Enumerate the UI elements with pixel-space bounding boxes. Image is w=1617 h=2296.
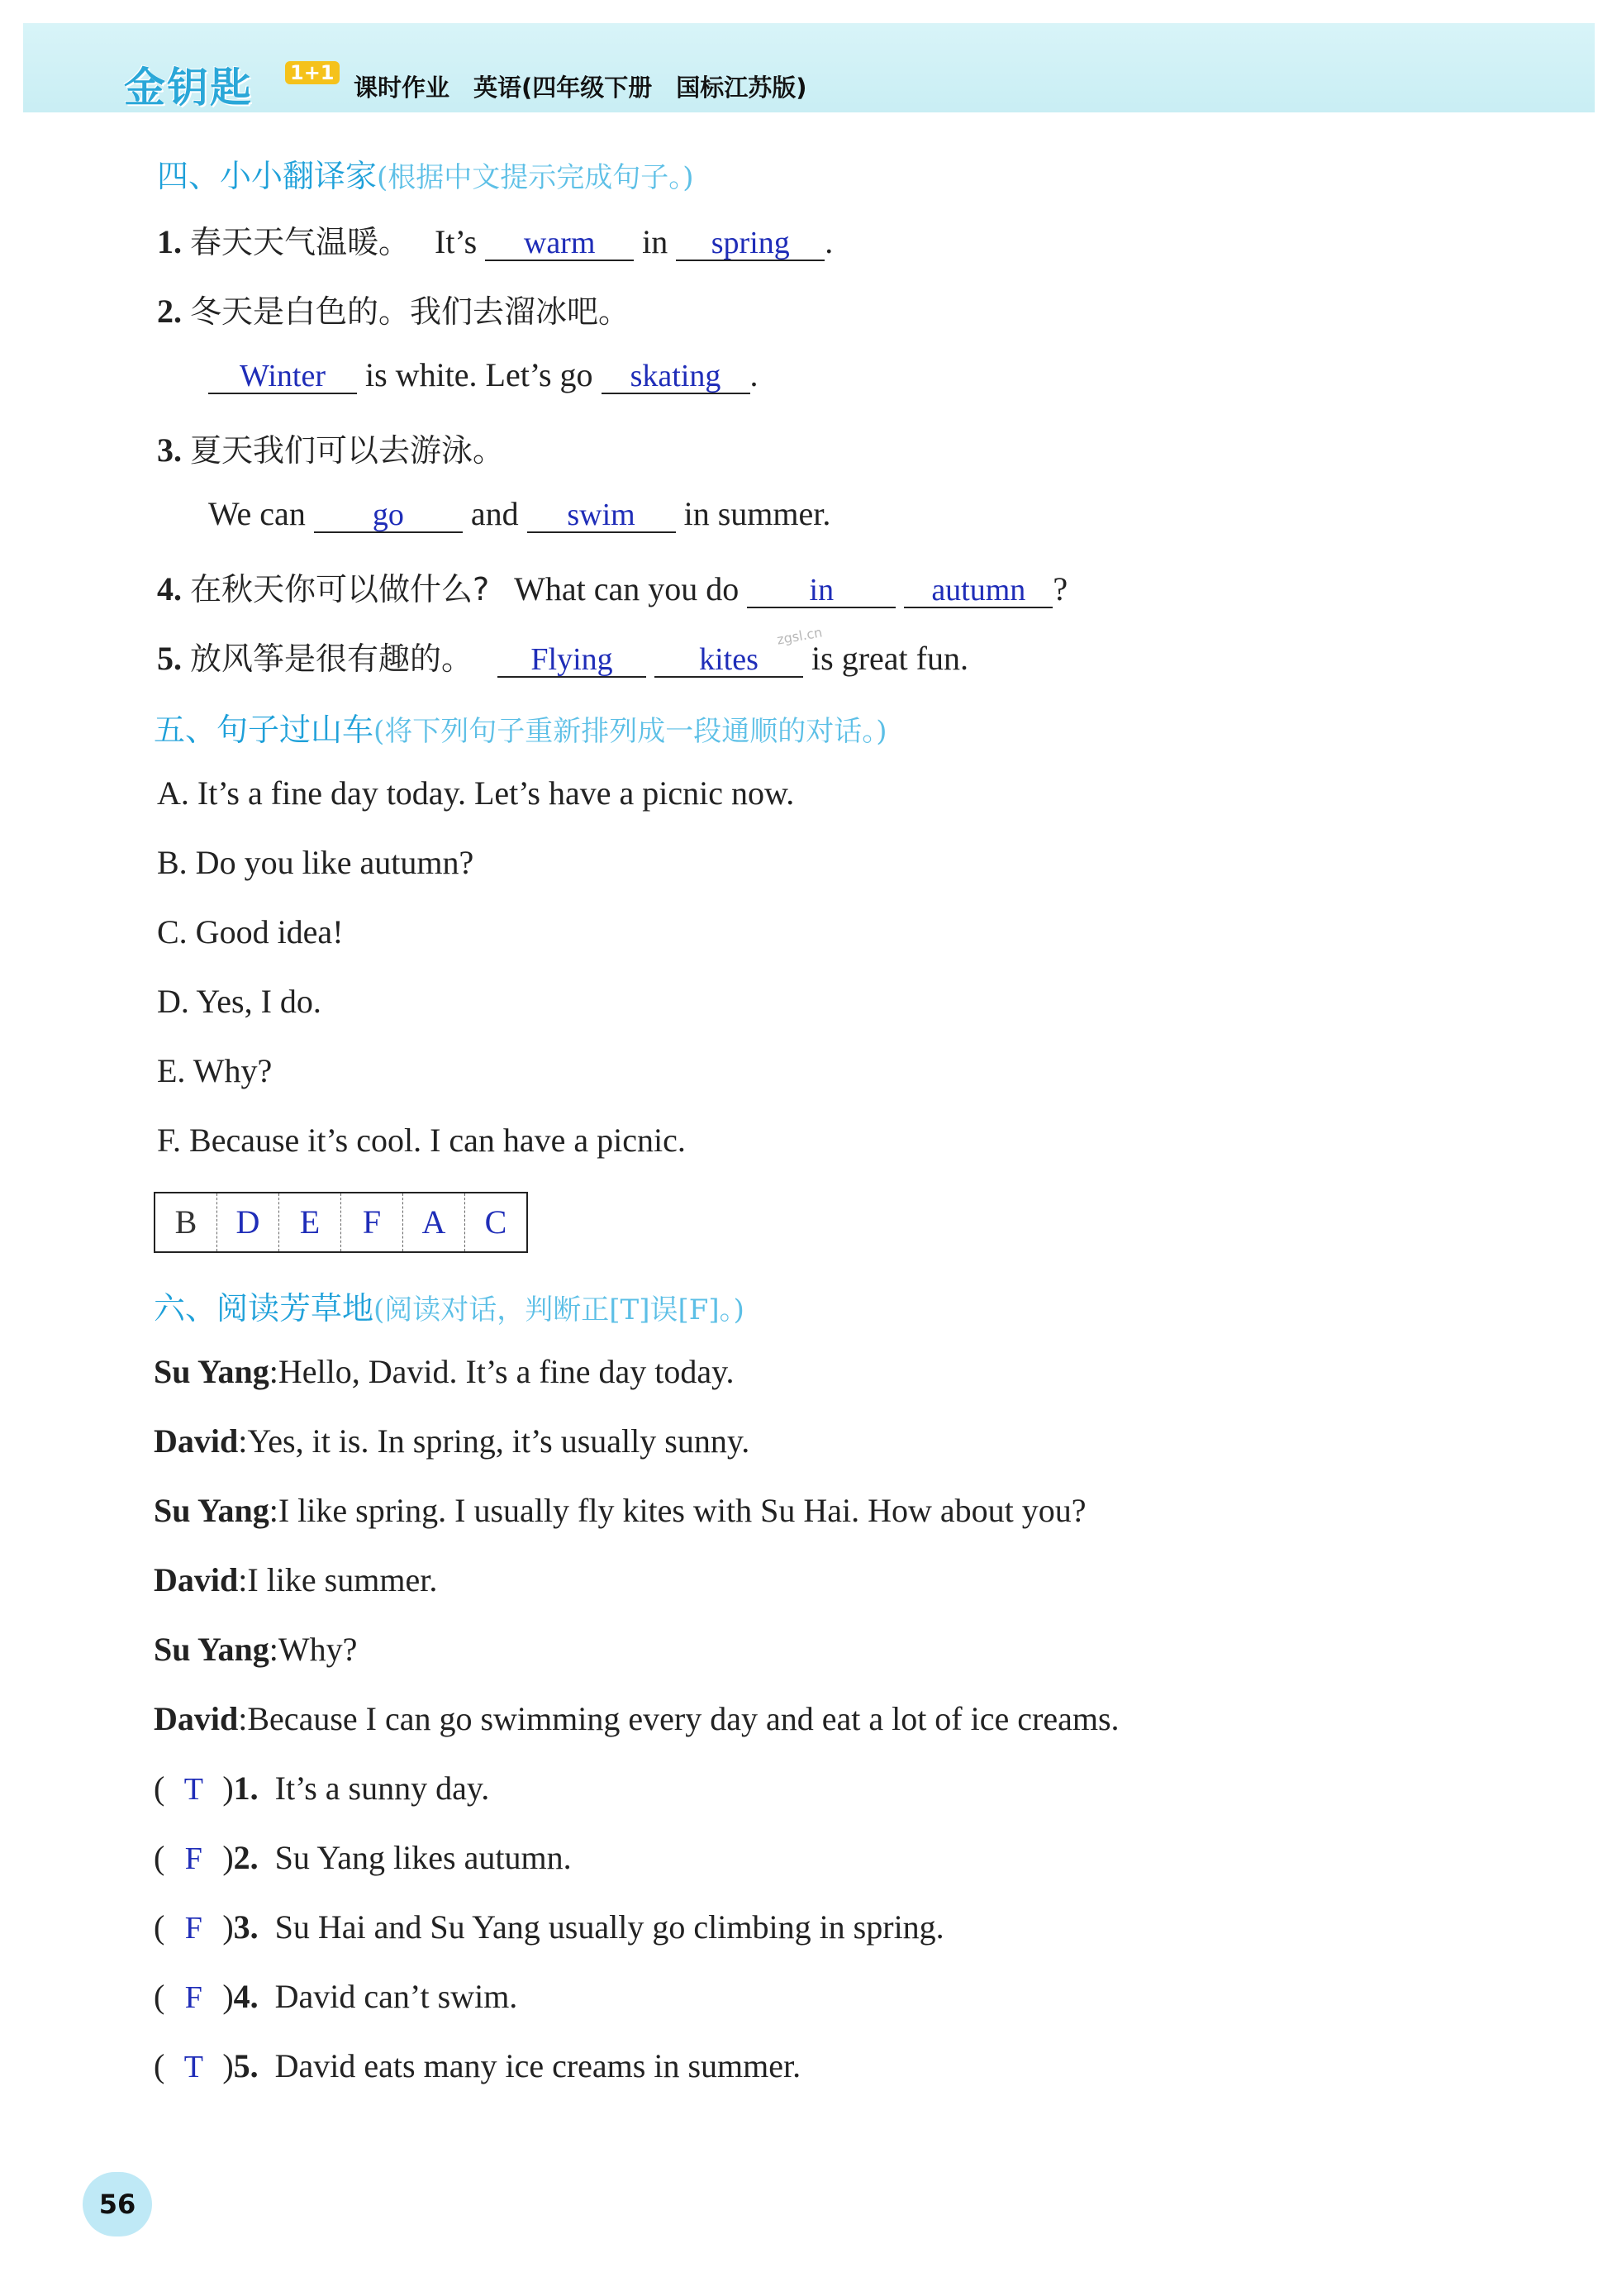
q1-number: 1.: [157, 223, 182, 260]
dialogue-text: I like summer.: [247, 1561, 438, 1598]
order-cell: A: [403, 1193, 465, 1251]
q2-text-1: is white. Let’s go: [365, 356, 593, 393]
q5-answer-1: Flying: [497, 643, 646, 678]
section-4-hint: (根据中文提示完成句子。): [377, 161, 694, 194]
q4-answer-1: in: [747, 574, 896, 608]
sentence-e: E. Why?: [157, 1052, 273, 1089]
q2-chinese: 冬天是白色的。我们去溜冰吧。: [190, 293, 630, 330]
q3-text-2: and: [470, 495, 519, 532]
q3-row: [157, 425, 504, 470]
judgement-item: ( T )1. It’s a sunny day.: [154, 1770, 490, 1807]
order-cell: D: [217, 1193, 279, 1251]
section-5-title: [154, 704, 887, 750]
judgement-item: ( T )5. David eats many ice creams in summer.: [154, 2047, 801, 2084]
brand-badge: 1+1: [285, 61, 340, 84]
section-5-hint: (将下列句子重新排列成一段通顺的对话。): [373, 715, 887, 748]
q3-chinese: 夏天我们可以去游泳。: [190, 432, 505, 469]
order-answer-box: [154, 1192, 528, 1253]
q2-answer-row: [208, 355, 759, 394]
q4-text-1: What can you do: [514, 570, 740, 607]
q3-number: 3.: [157, 431, 182, 469]
q1-text-2: in: [642, 223, 668, 260]
speaker: David: [154, 1561, 239, 1598]
q1-chinese: 春天天气温暖。: [190, 224, 411, 260]
dialogue-text: Because I can go swimming every day and eat a lot of ice creams.: [247, 1700, 1120, 1737]
speaker: Su Yang: [154, 1353, 269, 1390]
q1-text-1: It’s: [435, 223, 478, 260]
section-5-heading: 五、句子过山车: [154, 712, 374, 748]
q1-answer-2: spring: [676, 226, 825, 261]
q3-text-1: We can: [208, 495, 306, 532]
dialogue-text: Hello, David. It’s a fine day today.: [278, 1353, 735, 1390]
judgement-text: David eats many ice creams in summer.: [274, 2047, 801, 2084]
judgement-answer: F: [184, 1980, 202, 2015]
q4-number: 4.: [157, 570, 182, 607]
q3-answer-row: [208, 494, 830, 533]
speaker: Su Yang: [154, 1492, 269, 1529]
section-6-heading: 六、阅读芳草地: [154, 1290, 374, 1327]
sentence-c: C. Good idea!: [157, 913, 344, 950]
judgement-text: It’s a sunny day.: [274, 1770, 490, 1807]
header-subtitle: 课时作业 英语(四年级下册 国标江苏版): [354, 74, 807, 102]
brand-logo: 金钥匙: [124, 64, 253, 112]
q5-number: 5.: [157, 640, 182, 677]
q2-text-2: .: [749, 356, 759, 393]
q1-answer-1: warm: [485, 226, 634, 261]
order-cell: E: [279, 1193, 341, 1251]
judgement-item: ( F )4. David can’t swim.: [154, 1978, 518, 2015]
order-cell: C: [484, 1203, 507, 1241]
speaker: David: [154, 1700, 239, 1737]
judgement-number: 4.: [233, 1978, 259, 2015]
judgement-text: David can’t swim.: [274, 1978, 518, 2015]
q4-answer-2: autumn: [904, 574, 1053, 608]
q3-text-3: in summer.: [683, 495, 831, 532]
judgement-answer: F: [184, 1911, 202, 1946]
header-band: [23, 23, 1595, 112]
section-4-title: [157, 150, 694, 196]
q5-text-1: is great fun.: [811, 640, 968, 677]
section-6-title: [154, 1283, 744, 1328]
judgement-number: 2.: [233, 1839, 259, 1876]
dialogue-line: Su Yang:I like spring. I usually fly kites with Su Hai. How about you?: [154, 1492, 1087, 1529]
q5-answer-2: kites: [654, 643, 803, 678]
q4-chinese: 在秋天你可以做什么?: [190, 571, 490, 607]
dialogue-line: Su Yang:Why?: [154, 1631, 358, 1668]
dialogue-line: David:Yes, it is. In spring, it’s usually sunny.: [154, 1422, 750, 1460]
watermark: zgsl.cn: [775, 624, 824, 648]
judgement-text: Su Yang likes autumn.: [274, 1839, 572, 1876]
q4-text-2: ?: [1053, 570, 1068, 607]
q5-row: [157, 633, 968, 679]
q2-answer-1: Winter: [208, 360, 357, 394]
judgement-answer: F: [184, 1841, 202, 1876]
speaker: Su Yang: [154, 1631, 269, 1668]
order-cell: F: [341, 1193, 403, 1251]
sentence-f: F. Because it’s cool. I can have a picnic.: [157, 1122, 686, 1159]
judgement-text: Su Hai and Su Yang usually go climbing in spring.: [274, 1908, 944, 1946]
judgement-number: 1.: [233, 1770, 259, 1807]
judgement-number: 3.: [233, 1908, 259, 1946]
q1-text-3: .: [825, 223, 834, 260]
judgement-answer: T: [183, 2050, 203, 2084]
speaker: David: [154, 1422, 239, 1460]
judgement-item: ( F )2. Su Yang likes autumn.: [154, 1839, 572, 1876]
judgement-number: 5.: [233, 2047, 259, 2084]
dialogue-text: Yes, it is. In spring, it’s usually sunny.: [247, 1422, 750, 1460]
sentence-b: B. Do you like autumn?: [157, 844, 474, 881]
section-4-heading: 四、小小翻译家: [157, 158, 378, 194]
q2-number: 2.: [157, 293, 182, 330]
section-6-hint: (阅读对话，判断正[T]误[F]。): [373, 1293, 744, 1327]
q3-answer-2: swim: [527, 498, 676, 533]
q4-row: [157, 564, 1068, 609]
q3-answer-1: go: [314, 498, 463, 533]
q2-answer-2: skating: [602, 360, 750, 394]
dialogue-line: Su Yang:Hello, David. It’s a fine day today.: [154, 1353, 735, 1390]
q2-row: [157, 286, 630, 331]
dialogue-text: I like spring. I usually fly kites with Su Hai. How about you?: [278, 1492, 1087, 1529]
judgement-answer: T: [183, 1772, 203, 1807]
page-number: 56: [83, 2172, 152, 2236]
q1-row: [157, 217, 833, 262]
sentence-a: A. It’s a fine day today. Let’s have a picnic now.: [157, 774, 795, 812]
q5-chinese: 放风筝是很有趣的。: [190, 641, 473, 677]
dialogue-line: David:I like summer.: [154, 1561, 438, 1598]
dialogue-line: David:Because I can go swimming every day and eat a lot of ice creams.: [154, 1700, 1120, 1737]
order-cell: B: [155, 1193, 217, 1251]
dialogue-text: Why?: [278, 1631, 358, 1668]
sentence-d: D. Yes, I do.: [157, 983, 321, 1020]
judgement-item: ( F )3. Su Hai and Su Yang usually go climbing in spring.: [154, 1908, 944, 1946]
